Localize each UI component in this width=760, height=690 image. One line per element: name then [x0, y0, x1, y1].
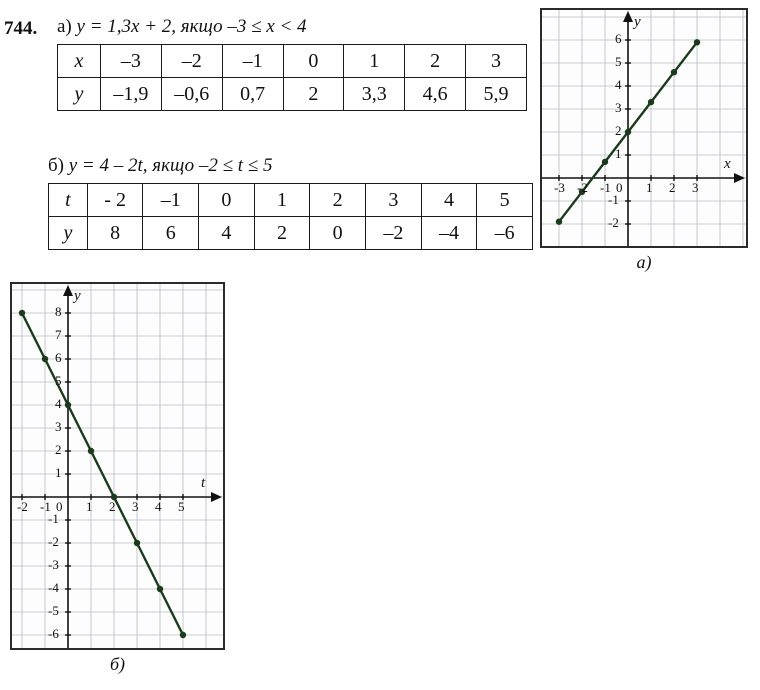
- table-b-row-label-t: t: [49, 184, 88, 217]
- graph-a-plot: [540, 8, 748, 248]
- graph-a-caption: а): [636, 252, 652, 272]
- x-tick-label: 5: [178, 499, 185, 514]
- x-tick-label: 0: [616, 180, 623, 195]
- table-a-row-label-y: y: [58, 78, 101, 111]
- y-tick-label: 6: [615, 31, 622, 46]
- data-point: [134, 540, 140, 546]
- y-tick-label: -4: [48, 580, 59, 595]
- table-b-y-1: 6: [143, 217, 199, 250]
- table-b-y-6: –4: [421, 217, 477, 250]
- y-tick-label: -5: [48, 603, 59, 618]
- y-tick-label: -2: [48, 534, 59, 549]
- y-tick-label: 8: [55, 304, 62, 319]
- data-point: [88, 448, 94, 454]
- data-point: [694, 39, 700, 45]
- table-a-y-1: –0,6: [161, 78, 222, 111]
- part-a-label: а): [57, 16, 72, 37]
- table-a-x-4: 1: [344, 45, 405, 78]
- x-tick-label: 1: [646, 180, 653, 195]
- table-a-y-3: 2: [283, 78, 344, 111]
- x-tick-label: 1: [86, 499, 93, 514]
- part-b-label: б): [48, 155, 64, 176]
- y-tick-label: -3: [48, 557, 59, 572]
- part-b-value-table: [48, 183, 533, 250]
- part-b-block: [48, 155, 533, 250]
- x-tick-label: 3: [132, 499, 139, 514]
- x-tick-label: -1: [600, 180, 611, 195]
- data-point: [671, 69, 677, 75]
- table-a-x-6: 3: [466, 45, 527, 78]
- graph-a-svg: [542, 10, 746, 246]
- data-point: [648, 99, 654, 105]
- y-tick-label: 2: [615, 123, 622, 138]
- data-point: [42, 356, 48, 362]
- x-tick-label: -2: [577, 180, 588, 195]
- data-point: [625, 129, 631, 135]
- table-a-row-label-x: x: [58, 45, 101, 78]
- table-b-x-5: 3: [366, 184, 422, 217]
- y-axis-label: y: [634, 14, 641, 30]
- x-axis-label: x: [724, 156, 731, 172]
- part-a-statement: [57, 16, 527, 38]
- part-b-statement: [48, 155, 533, 177]
- y-tick-label: 7: [55, 327, 62, 342]
- part-b-condition-word: якщо: [152, 155, 195, 176]
- x-tick-label: 2: [109, 499, 116, 514]
- graph-b-caption: б): [109, 654, 126, 674]
- table-a-x-5: 2: [405, 45, 466, 78]
- y-tick-label: 4: [615, 77, 622, 92]
- y-tick-label: 2: [55, 442, 62, 457]
- x-axis-label: t: [201, 475, 206, 491]
- table-b-y-2: 4: [199, 217, 255, 250]
- y-tick-label: 3: [615, 100, 622, 115]
- part-a-block: [57, 16, 527, 111]
- table-a-y-4: 3,3: [344, 78, 405, 111]
- data-point: [19, 310, 25, 316]
- table-b-x-0: - 2: [87, 184, 143, 217]
- x-tick-label: 0: [56, 499, 63, 514]
- table-b-y-0: 8: [87, 217, 143, 250]
- problem-number: 744.: [4, 18, 38, 39]
- graph-b-plot: [10, 282, 225, 650]
- data-point: [602, 159, 608, 165]
- y-tick-label: -1: [48, 511, 59, 526]
- part-a-condition-word: якщо: [180, 16, 223, 37]
- y-axis-arrow: [623, 11, 633, 22]
- table-b-x-4: 2: [310, 184, 366, 217]
- x-tick-label: -3: [554, 180, 565, 195]
- table-row: [58, 45, 527, 78]
- part-a-condition: –3 ≤ x < 4: [227, 16, 307, 37]
- table-a-x-3: 0: [283, 45, 344, 78]
- y-tick-label: 3: [55, 419, 62, 434]
- x-axis-arrow: [211, 492, 222, 502]
- table-b-y-4: 0: [310, 217, 366, 250]
- data-point: [180, 632, 186, 638]
- table-b-y-7: –6: [477, 217, 533, 250]
- x-tick-label: -2: [17, 499, 28, 514]
- y-axis-label: y: [74, 288, 81, 304]
- table-b-x-7: 5: [477, 184, 533, 217]
- data-point: [556, 219, 562, 225]
- table-row: [49, 184, 533, 217]
- y-tick-label: -6: [48, 626, 59, 641]
- y-tick-label: 5: [615, 54, 622, 69]
- graph-b-panel: [10, 282, 225, 675]
- part-b-condition: –2 ≤ t ≤ 5: [198, 155, 273, 176]
- table-b-x-1: –1: [143, 184, 199, 217]
- y-tick-label: 6: [55, 350, 62, 365]
- table-a-y-5: 4,6: [405, 78, 466, 111]
- y-tick-label: -2: [608, 215, 619, 230]
- graph-b-svg: [12, 284, 223, 648]
- table-row: [49, 217, 533, 250]
- table-b-x-3: 1: [254, 184, 310, 217]
- table-a-y-0: –1,9: [100, 78, 161, 111]
- part-a-equation: y = 1,3x + 2,: [76, 16, 177, 37]
- table-b-y-3: 2: [254, 217, 310, 250]
- graph-a-panel: [540, 8, 748, 273]
- y-tick-label: 1: [55, 465, 62, 480]
- x-tick-label: 3: [692, 180, 699, 195]
- table-a-y-2: 0,7: [222, 78, 283, 111]
- table-b-x-6: 4: [421, 184, 477, 217]
- table-b-y-5: –2: [366, 217, 422, 250]
- table-a-x-1: –2: [161, 45, 222, 78]
- y-axis-arrow: [63, 285, 73, 296]
- table-a-x-0: –3: [100, 45, 161, 78]
- x-tick-label: 2: [669, 180, 676, 195]
- x-tick-label: 4: [155, 499, 162, 514]
- part-a-value-table: [57, 44, 527, 111]
- table-b-x-2: 0: [199, 184, 255, 217]
- y-tick-label: -1: [608, 192, 619, 207]
- y-tick-label: 1: [615, 146, 622, 161]
- y-tick-label: 4: [55, 396, 62, 411]
- table-a-x-2: –1: [222, 45, 283, 78]
- table-row: [58, 78, 527, 111]
- table-a-y-6: 5,9: [466, 78, 527, 111]
- table-b-row-label-y: y: [49, 217, 88, 250]
- x-tick-label: -1: [40, 499, 51, 514]
- data-point: [65, 402, 71, 408]
- data-point: [157, 586, 163, 592]
- y-tick-label: 5: [55, 373, 62, 388]
- part-b-equation: y = 4 – 2t,: [68, 155, 148, 176]
